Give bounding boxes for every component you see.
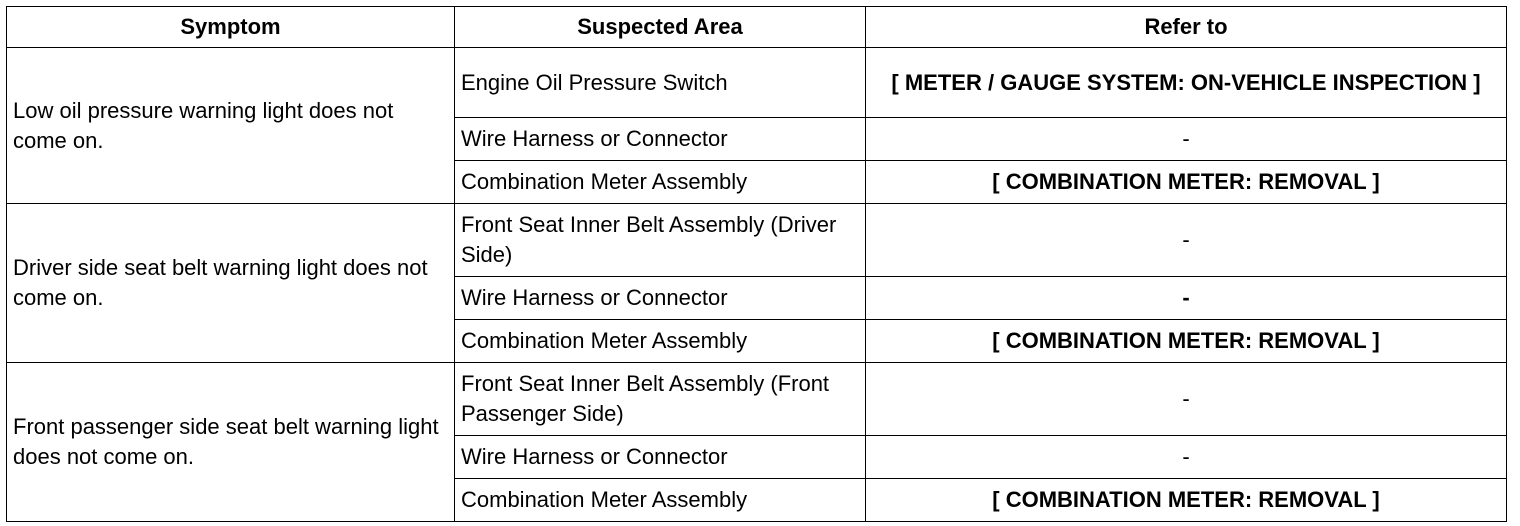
- refer-cell: -: [866, 277, 1507, 320]
- symptom-cell: Driver side seat belt warning light does not come on.: [7, 204, 455, 363]
- refer-link[interactable]: [ COMBINATION METER: REMOVAL ]: [866, 161, 1507, 204]
- header-row: [7, 7, 1507, 48]
- diagnosis-table: [6, 6, 1507, 522]
- refer-cell: -: [866, 204, 1507, 277]
- suspected-area-cell: Front Seat Inner Belt Assembly (Front Passenger Side): [455, 363, 866, 436]
- suspected-area-cell: Wire Harness or Connector: [455, 118, 866, 161]
- suspected-area-cell: Combination Meter Assembly: [455, 479, 866, 522]
- suspected-area-cell: Wire Harness or Connector: [455, 436, 866, 479]
- header-refer-to: Refer to: [866, 7, 1507, 48]
- refer-cell: -: [866, 363, 1507, 436]
- suspected-area-cell: Front Seat Inner Belt Assembly (Driver Side): [455, 204, 866, 277]
- table-row: [7, 204, 1507, 277]
- refer-cell: -: [866, 118, 1507, 161]
- suspected-area-cell: Combination Meter Assembly: [455, 320, 866, 363]
- suspected-area-cell: Wire Harness or Connector: [455, 277, 866, 320]
- table-row: [7, 363, 1507, 436]
- symptom-cell: Low oil pressure warning light does not come on.: [7, 48, 455, 204]
- refer-link[interactable]: [ COMBINATION METER: REMOVAL ]: [866, 479, 1507, 522]
- refer-link[interactable]: [ METER / GAUGE SYSTEM: ON-VEHICLE INSPECTION ]: [866, 48, 1507, 118]
- suspected-area-cell: Combination Meter Assembly: [455, 161, 866, 204]
- refer-link[interactable]: [ COMBINATION METER: REMOVAL ]: [866, 320, 1507, 363]
- refer-cell: -: [866, 436, 1507, 479]
- header-suspected-area: Suspected Area: [455, 7, 866, 48]
- suspected-area-cell: Engine Oil Pressure Switch: [455, 48, 866, 118]
- symptom-cell: Front passenger side seat belt warning light does not come on.: [7, 363, 455, 522]
- table-row: [7, 48, 1507, 118]
- header-symptom: Symptom: [7, 7, 455, 48]
